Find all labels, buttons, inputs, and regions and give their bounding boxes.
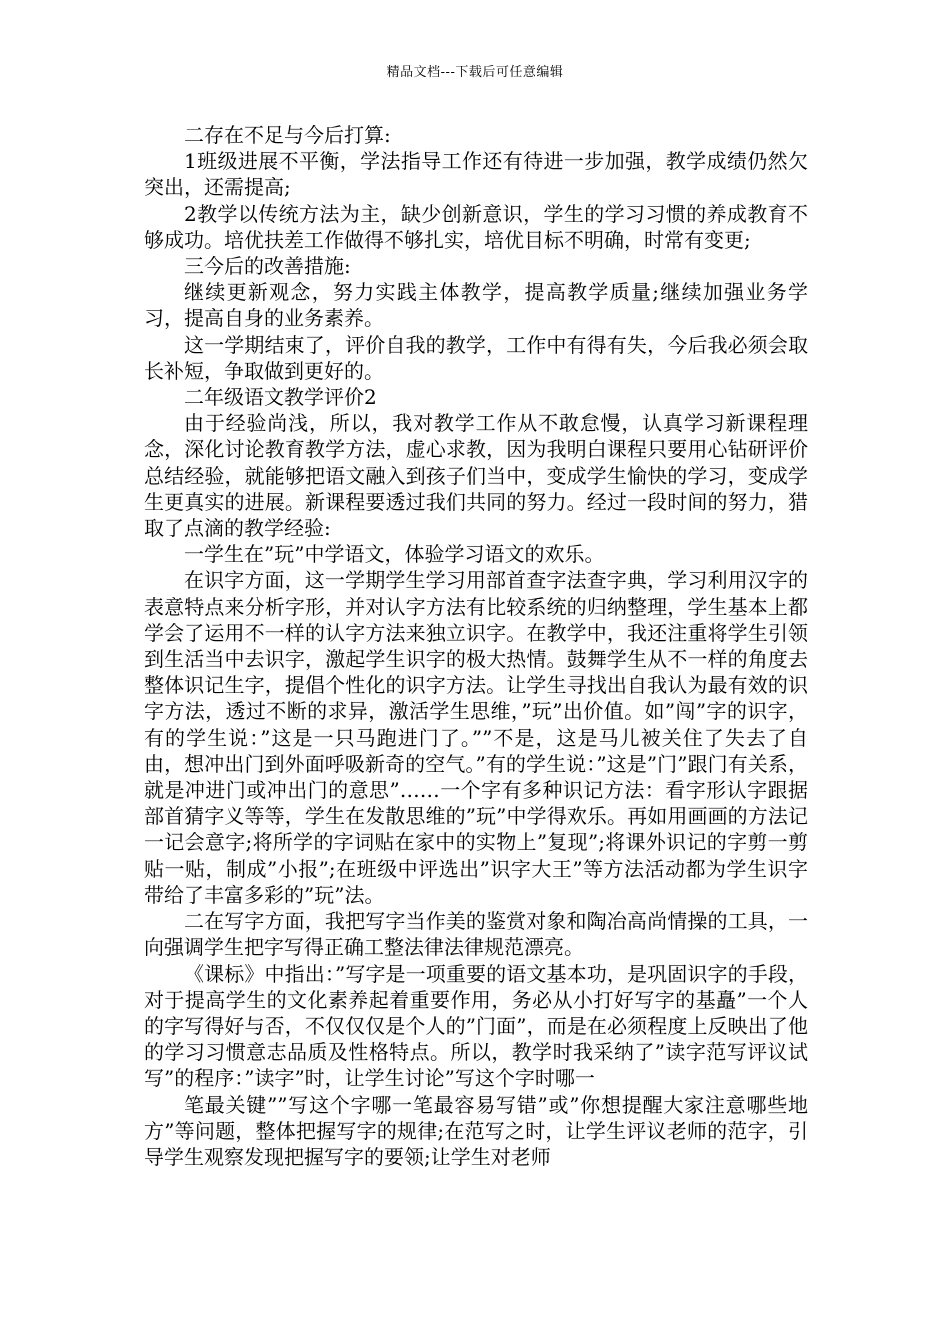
page-header: 精品文档---下载后可任意编辑 — [386, 65, 564, 80]
paragraph-writing-steps: 笔最关键””写这个字哪一笔最容易写错”或”你想提醒大家注意哪些地方”等问题，整体把握写字的规律;在范写之时，让学生评议老师的范字，引导学生观察发现把握写字的要领;让学生对老师 — [144, 1092, 808, 1169]
paragraph-measures: 继续更新观念，努力实践主体教学，提高教学质量;继续加强业务学习，提高自身的业务素养。 — [144, 280, 808, 331]
paragraph-title-evaluation-2: 二年级语文教学评价2 — [184, 385, 377, 410]
paragraph-section-three-heading: 三今后的改善措施: — [184, 254, 351, 279]
paragraph-point-one-heading: 一学生在”玩”中学语文，体验学习语文的欢乐。 — [184, 542, 605, 567]
paragraph-point-two-writing: 二在写字方面，我把写字当作美的鉴赏对象和陶冶高尚情操的工具，一向强调学生把字写得正确工整法律法律规范漂亮。 — [144, 909, 808, 960]
paragraph-section-two-heading: 二存在不足与今后打算: — [184, 123, 391, 147]
paragraph-curriculum-standard: 《课标》中指出：”写字是一项重要的语文基本功，是巩固识字的手段，对于提高学生的文化素养起着重要作用，务必从小打好写字的基矗”一个人的字写得好与否，不仅仅仅是个人的”门面”，而是在必须程度上反映出了他的学习习惯意志品质及性格特点。所以，教学时我采纳了”读字范写评议试写”的程序：”读字”时，让学生讨论”写这个字时哪一 — [144, 961, 808, 1091]
document-body — [144, 122, 808, 1170]
paragraph-conclusion: 这一学期结束了，评价自我的教学，工作中有得有失，今后我必须会取长补短，争取做到更好的。 — [144, 332, 808, 383]
paragraph-item-2: 2教学以传统方法为主，缺少创新意识，学生的学习习惯的养成教育不够成功。培优扶差工作做得不够扎实，培优目标不明确，时常有变更; — [144, 201, 808, 252]
paragraph-literacy: 在识字方面，这一学期学生学习用部首查字法查字典，学习利用汉字的表意特点来分析字形，并对认字方法有比较系统的归纳整理，学生基本上都学会了运用不一样的认字方法来独立识字。在教学中，我还注重将学生引领到生活当中去识字，激起学生识字的极大热情。鼓舞学生从不一样的角度去整体识记生字，提倡个性化的识字方法。让学生寻找出自我认为最有效的识字方法，透过不断的求异，激活学生思维，”玩”出价值。如”闯”字的识字，有的学生说：”这是一只马跑进门了。””不是，这是马儿被关住了失去了自由，想冲出门到外面呼吸新奇的空气。”有的学生说：”这是”门”跟门有关系，就是冲进门或冲出门的意思”……一个字有多种识记方法：看字形认字跟据部首猜字义等等，学生在发散思维的”玩”中学得欢乐。再如用画画的方法记一记会意字;将所学的字词贴在家中的实物上”复现”;将课外识记的字剪一剪贴一贴，制成”小报”;在班级中评选出”识字大王”等方法活动都为学生识字带给了丰富多彩的”玩”法。 — [144, 568, 808, 907]
paragraph-item-1: 1班级进展不平衡，学法指导工作还有待进一步加强，教学成绩仍然欠突出，还需提高; — [144, 149, 808, 200]
paragraph-intro: 由于经验尚浅，所以，我对教学工作从不敢怠慢，认真学习新课程理念，深化讨论教育教学方法，虚心求教，因为我明白课程只要用心钻研评价总结经验，就能够把语文融入到孩子们当中，变成学生愉快的学习，变成学生更真实的进展。新课程要透过我们共同的努力。经过一段时间的努力，猎取了点滴的教学经验: — [144, 411, 808, 541]
